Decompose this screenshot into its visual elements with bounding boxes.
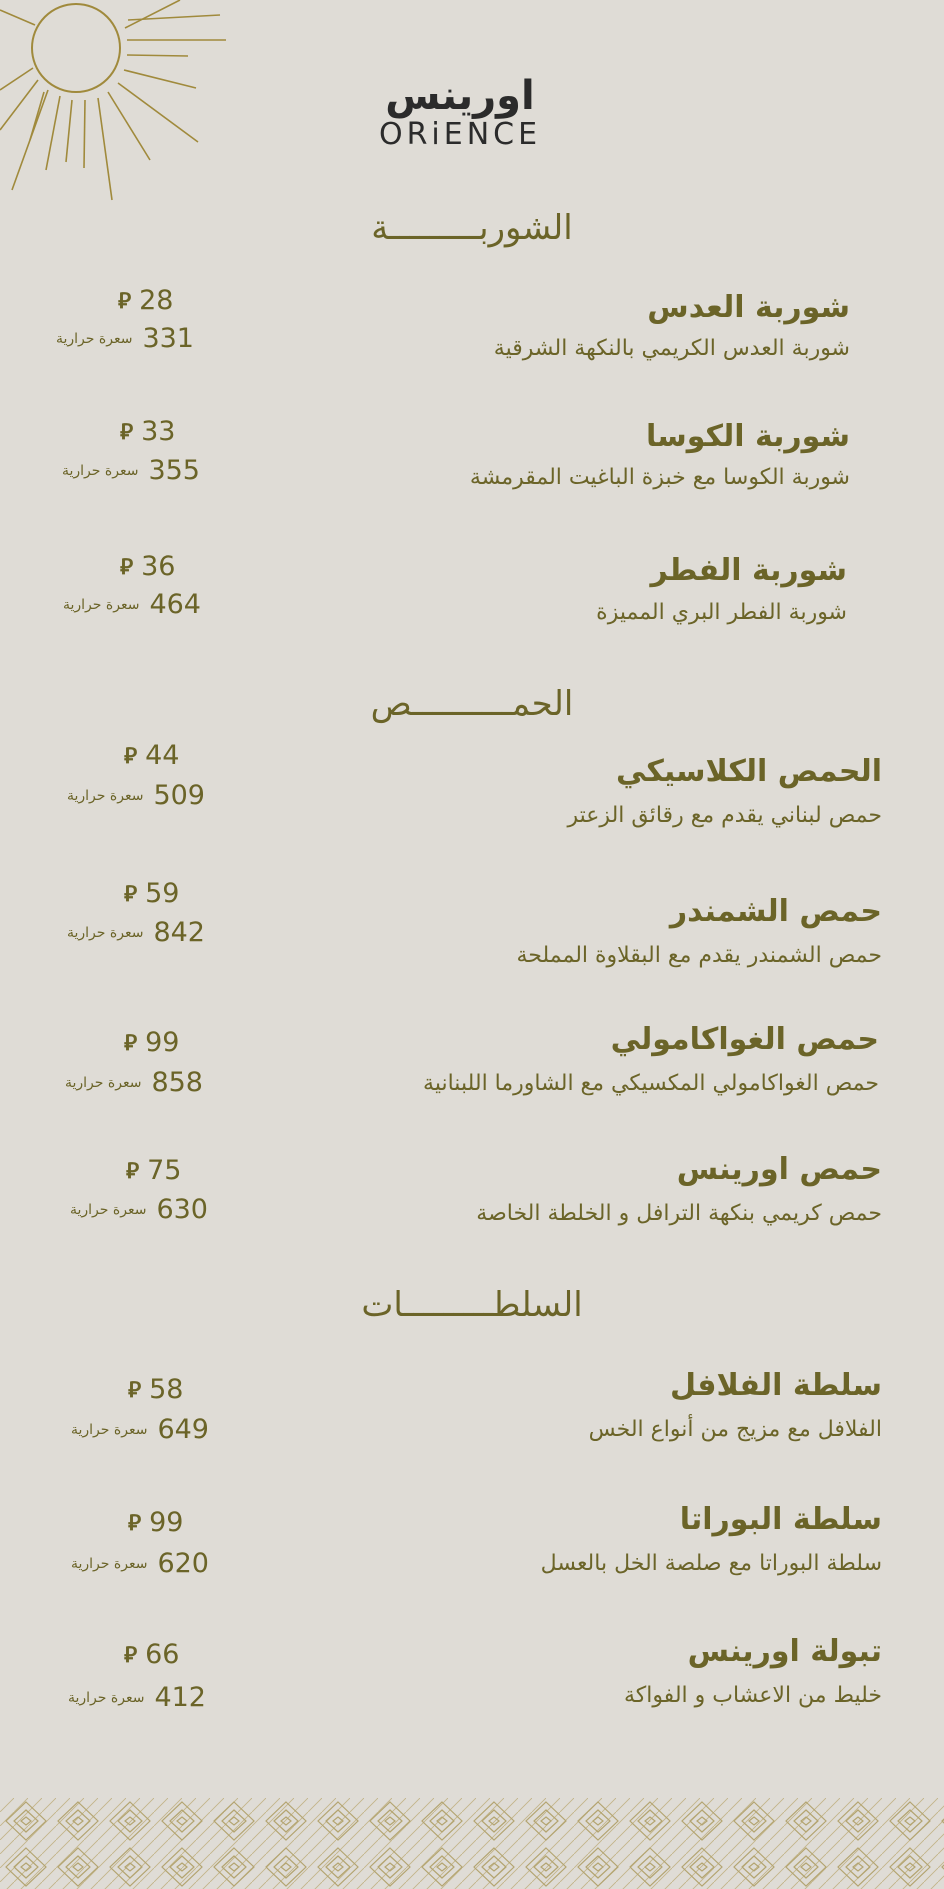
calorie-value: 620 — [157, 1548, 209, 1579]
riyal-icon: ⃁ — [124, 743, 138, 769]
menu-item-calories — [70, 1194, 208, 1225]
menu-item-name: تبولة اورينس — [687, 1634, 882, 1669]
calorie-value: 858 — [151, 1067, 203, 1098]
menu-item-price — [128, 1374, 183, 1405]
price-value: 99 — [145, 1027, 180, 1058]
menu-item-calories — [67, 917, 205, 948]
menu-item-price — [120, 551, 175, 582]
menu-item-calories — [65, 1067, 203, 1098]
menu-item-calories — [62, 455, 200, 486]
calorie-unit: سعرة حرارية — [67, 787, 144, 804]
calorie-unit: سعرة حرارية — [71, 1555, 148, 1572]
menu-item-description: شوربة العدس الكريمي بالنكهة الشرقية — [493, 336, 850, 361]
menu-item-name: حمص الشمندر — [669, 894, 882, 929]
menu-item-name: الحمص الكلاسيكي — [616, 754, 882, 789]
menu-item-description: شوربة الفطر البري المميزة — [596, 600, 847, 625]
menu-item-name: شوربة العدس — [647, 290, 850, 325]
menu-item-price — [120, 416, 175, 447]
menu-item-description: خليط من الاعشاب و الفواكة — [623, 1683, 882, 1708]
sun-illustration — [0, 0, 240, 210]
calorie-unit: سعرة حرارية — [68, 1689, 145, 1706]
price-value: 44 — [145, 740, 180, 771]
section-title-salads: السلطـــــــــات — [361, 1285, 583, 1325]
menu-item-name: شوربة الفطر — [650, 553, 847, 588]
section-title-hummus: الحمــــــــــص — [370, 684, 574, 724]
menu-item-calories — [56, 323, 194, 354]
menu-item-description: سلطة البوراتا مع صلصة الخل بالعسل — [540, 1551, 882, 1576]
menu-item-name: شوربة الكوسا — [645, 419, 850, 454]
menu-item-price — [124, 740, 179, 771]
menu-item-name: سلطة البوراتا — [679, 1502, 882, 1537]
menu-item-price — [118, 285, 173, 316]
menu-item-description: حمص لبناني يقدم مع رقائق الزعتر — [567, 803, 882, 828]
calorie-value: 509 — [153, 780, 205, 811]
riyal-icon: ⃁ — [120, 419, 134, 445]
menu-item-description: حمص كريمي بنكهة الترافل و الخلطة الخاصة — [476, 1201, 882, 1226]
calorie-value: 630 — [156, 1194, 208, 1225]
riyal-icon: ⃁ — [128, 1510, 142, 1536]
menu-item-name: سلطة الفلافل — [670, 1368, 882, 1403]
menu-item-calories — [71, 1548, 209, 1579]
menu-item-calories — [67, 780, 205, 811]
price-value: 66 — [145, 1639, 180, 1670]
riyal-icon: ⃁ — [120, 554, 134, 580]
riyal-icon: ⃁ — [124, 1030, 138, 1056]
menu-item-description: الفلافل مع مزيج من أنواع الخس — [588, 1417, 882, 1442]
menu-item-price — [128, 1507, 183, 1538]
calorie-unit: سعرة حرارية — [70, 1201, 147, 1218]
price-value: 58 — [149, 1374, 184, 1405]
riyal-icon: ⃁ — [118, 288, 132, 314]
menu-item-calories — [63, 589, 201, 620]
brand-logo — [370, 74, 550, 152]
menu-item-price — [124, 1639, 179, 1670]
menu-item-description: حمص الشمندر يقدم مع البقلاوة المملحة — [516, 943, 882, 968]
price-value: 28 — [139, 285, 174, 316]
menu-item-name: حمص الغواكامولي — [610, 1022, 879, 1057]
section-title-soups: الشوربـــــــــة — [371, 208, 573, 248]
calorie-value: 412 — [154, 1682, 206, 1713]
calorie-value: 842 — [153, 917, 205, 948]
brand-name-arabic: اورينس — [385, 73, 535, 119]
price-value: 75 — [147, 1155, 182, 1186]
brand-name-latin: ORiENCE — [378, 117, 542, 152]
menu-item-description: شوربة الكوسا مع خبزة الباغيت المقرمشة — [469, 465, 850, 490]
riyal-icon: ⃁ — [124, 881, 138, 907]
calorie-value: 649 — [157, 1414, 209, 1445]
riyal-icon: ⃁ — [124, 1642, 138, 1668]
menu-item-name: حمص اورينس — [676, 1152, 882, 1187]
price-value: 59 — [145, 878, 180, 909]
calorie-unit: سعرة حرارية — [71, 1421, 148, 1438]
menu-item-price — [126, 1155, 181, 1186]
calorie-value: 331 — [142, 323, 194, 354]
menu-item-price — [124, 1027, 179, 1058]
calorie-value: 464 — [149, 589, 201, 620]
menu-item-description: حمص الغواكامولي المكسيكي مع الشاورما اللبنانية — [423, 1071, 879, 1096]
decorative-pattern-border — [0, 1798, 944, 1889]
menu-item-price — [124, 878, 179, 909]
riyal-icon: ⃁ — [126, 1158, 140, 1184]
calorie-unit: سعرة حرارية — [65, 1074, 142, 1091]
calorie-unit: سعرة حرارية — [56, 330, 133, 347]
price-value: 36 — [141, 551, 176, 582]
calorie-unit: سعرة حرارية — [63, 596, 140, 613]
price-value: 33 — [141, 416, 176, 447]
calorie-unit: سعرة حرارية — [62, 462, 139, 479]
calorie-value: 355 — [148, 455, 200, 486]
menu-item-calories — [71, 1414, 209, 1445]
menu-item-calories — [68, 1682, 206, 1713]
calorie-unit: سعرة حرارية — [67, 924, 144, 941]
riyal-icon: ⃁ — [128, 1377, 142, 1403]
price-value: 99 — [149, 1507, 184, 1538]
